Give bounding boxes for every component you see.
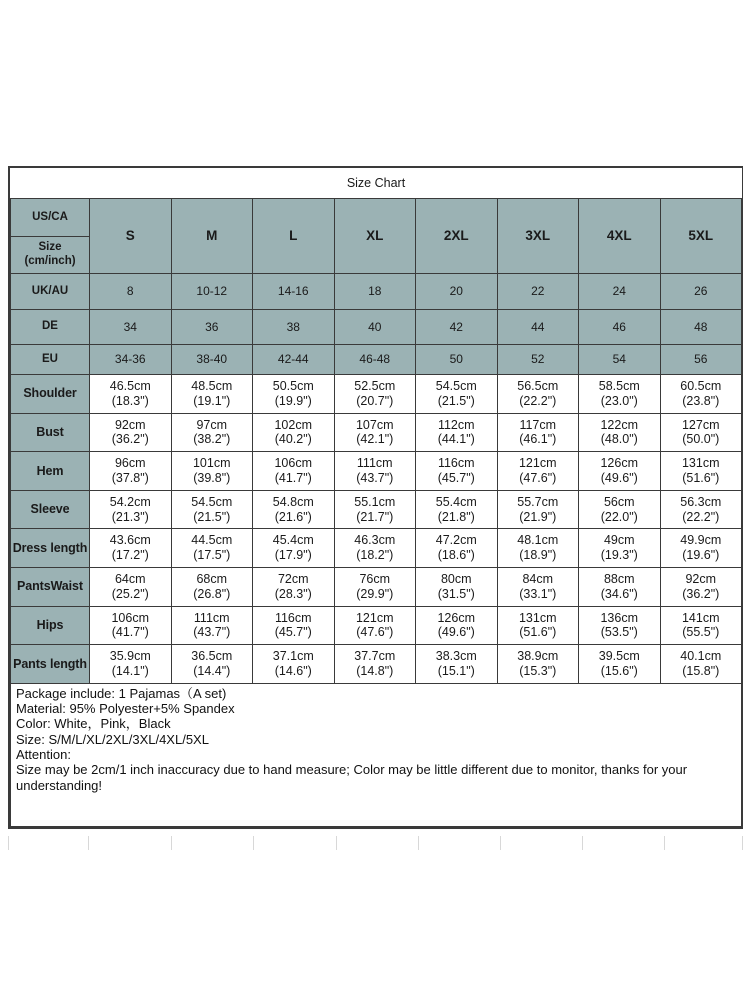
value-cm: 38.3cm — [435, 649, 477, 664]
measurement-cell — [497, 375, 579, 414]
table-cell: 56 — [660, 345, 742, 375]
value-cm: 40.1cm — [680, 649, 722, 664]
value-cm: 54.5cm — [191, 494, 233, 509]
measurement-cell — [253, 375, 335, 414]
measurement-cell — [253, 413, 335, 452]
measurement-cell — [171, 375, 253, 414]
size-chart-table-container — [8, 166, 743, 829]
value-cm: 116cm — [437, 456, 475, 471]
measurement-cell — [171, 606, 253, 645]
measurement-cell — [497, 645, 579, 684]
measurement-cell — [253, 567, 335, 606]
value-inch: (39.8") — [193, 470, 231, 485]
value-cm: 46.5cm — [109, 379, 151, 394]
value-inch: (45.7") — [437, 470, 475, 485]
value-inch: (51.6") — [519, 625, 557, 640]
table-cell: 46-48 — [334, 345, 416, 375]
table-cell: 52 — [497, 345, 579, 375]
measurement-cell — [660, 375, 742, 414]
value-inch: (19.1") — [193, 393, 231, 408]
value-cm: 126cm — [437, 610, 476, 625]
value-cm: 56.5cm — [517, 379, 559, 394]
measurement-cell — [171, 452, 253, 491]
value-inch: (25.2") — [111, 586, 149, 601]
measurement-label: Sleeve — [11, 490, 90, 529]
value-cm: 37.7cm — [354, 649, 396, 664]
measurement-cell — [90, 452, 172, 491]
measurement-row-bust — [11, 413, 742, 452]
value-cm: 45.4cm — [272, 533, 314, 548]
value-inch: (17.9") — [274, 548, 312, 563]
measurement-cell — [497, 567, 579, 606]
measurement-cell — [171, 645, 253, 684]
measurement-cell — [90, 490, 172, 529]
value-cm: 49cm — [603, 533, 635, 548]
note-attention-heading: Attention: — [16, 747, 71, 763]
value-cm: 48.5cm — [191, 379, 233, 394]
value-inch: (22.2") — [519, 393, 557, 408]
value-cm: 96cm — [114, 456, 146, 471]
value-cm: 56cm — [603, 494, 635, 509]
measurement-label: Hips — [11, 606, 90, 645]
value-cm: 122cm — [600, 417, 639, 432]
value-cm: 72cm — [277, 572, 309, 587]
table-cell: 22 — [497, 274, 579, 310]
measurement-label: Shoulder — [11, 375, 90, 414]
measurement-cell — [90, 567, 172, 606]
value-cm: 36.5cm — [191, 649, 233, 664]
measurement-label: Dress length — [11, 529, 90, 568]
measurement-cell — [416, 567, 498, 606]
value-inch: (15.6") — [600, 663, 638, 678]
value-cm: 35.9cm — [109, 649, 151, 664]
measurement-cell — [253, 529, 335, 568]
measurement-row-hem — [11, 452, 742, 491]
measurement-cell — [334, 413, 416, 452]
value-cm: 126cm — [600, 456, 639, 471]
measurement-cell — [253, 490, 335, 529]
measurement-cell — [171, 490, 253, 529]
value-cm: 111cm — [193, 610, 230, 625]
value-inch: (21.5") — [437, 393, 475, 408]
title-row — [11, 168, 742, 199]
note-disclaimer: Size may be 2cm/1 inch inaccuracy due to hand measure; Color may be little different due to monitor, thanks for your understanding! — [16, 762, 688, 793]
note-color: Color: White，Pink，Black — [16, 716, 171, 732]
row-header-us-ca: US/CA — [11, 199, 90, 237]
measurement-cell — [497, 490, 579, 529]
table-cell: 34 — [90, 310, 172, 345]
value-inch: (23.8") — [682, 393, 720, 408]
size-chart-table — [10, 168, 742, 827]
size-code-m: M — [171, 199, 253, 274]
value-cm: 68cm — [196, 572, 228, 587]
value-inch: (47.6") — [519, 470, 557, 485]
value-inch: (40.2") — [274, 432, 312, 447]
value-inch: (23.0") — [600, 393, 638, 408]
measurement-cell — [334, 452, 416, 491]
measurement-cell — [579, 529, 661, 568]
value-cm: 136cm — [600, 610, 639, 625]
table-cell: 50 — [416, 345, 498, 375]
value-cm: 127cm — [681, 417, 720, 432]
table-cell: 34-36 — [90, 345, 172, 375]
table-cell: 18 — [334, 274, 416, 310]
measurement-cell — [253, 452, 335, 491]
value-inch: (18.2") — [356, 548, 394, 563]
table-cell: 10-12 — [171, 274, 253, 310]
measurement-cell — [497, 452, 579, 491]
value-cm: 55.1cm — [354, 494, 396, 509]
value-inch: (21.8") — [437, 509, 475, 524]
table-cell: 48 — [660, 310, 742, 345]
value-inch: (18.6") — [437, 548, 475, 563]
value-inch: (21.6") — [274, 509, 312, 524]
measurement-cell — [416, 490, 498, 529]
table-cell: 24 — [579, 274, 661, 310]
spreadsheet-column-ticks — [0, 836, 750, 850]
value-inch: (22.0") — [600, 509, 638, 524]
measurement-label: Hem — [11, 452, 90, 491]
measurement-cell — [579, 490, 661, 529]
value-inch: (51.6") — [682, 470, 720, 485]
value-cm: 131cm — [518, 610, 557, 625]
value-cm: 121cm — [355, 610, 394, 625]
size-chart-body — [11, 168, 742, 826]
value-inch: (33.1") — [519, 586, 557, 601]
measurement-cell — [660, 606, 742, 645]
value-inch: (43.7") — [193, 625, 231, 640]
value-cm: 52.5cm — [354, 379, 396, 394]
value-cm: 43.6cm — [109, 533, 151, 548]
conversion-row-de — [11, 310, 742, 345]
value-cm: 50.5cm — [272, 379, 314, 394]
row-header-eu: EU — [11, 345, 90, 375]
measurement-cell — [171, 567, 253, 606]
header-row-us-ca — [11, 199, 742, 237]
measurement-cell — [171, 413, 253, 452]
measurement-cell — [660, 529, 742, 568]
value-inch: (34.6") — [600, 586, 638, 601]
row-header-size-unit — [11, 237, 90, 274]
value-cm: 55.7cm — [517, 494, 559, 509]
measurement-cell — [334, 490, 416, 529]
value-inch: (29.9") — [356, 586, 394, 601]
value-inch: (20.7") — [356, 393, 394, 408]
measurement-label: Pants length — [11, 645, 90, 684]
value-inch: (19.3") — [600, 548, 638, 563]
measurement-cell — [497, 413, 579, 452]
value-inch: (49.6") — [437, 625, 475, 640]
measurement-cell — [660, 645, 742, 684]
value-cm: 106cm — [274, 456, 313, 471]
measurement-cell — [497, 529, 579, 568]
measurement-cell — [253, 606, 335, 645]
measurement-cell — [416, 645, 498, 684]
value-cm: 84cm — [522, 572, 554, 587]
value-inch: (21.7") — [356, 509, 394, 524]
measurement-label: PantsWaist — [11, 567, 90, 606]
value-cm: 39.5cm — [598, 649, 640, 664]
value-cm: 117cm — [519, 417, 557, 432]
measurement-row-pants-length — [11, 645, 742, 684]
value-cm: 107cm — [355, 417, 394, 432]
table-cell: 46 — [579, 310, 661, 345]
measurement-cell — [416, 375, 498, 414]
value-inch: (31.5") — [437, 586, 475, 601]
table-cell: 38 — [253, 310, 335, 345]
measurement-cell — [579, 645, 661, 684]
size-code-2xl: 2XL — [416, 199, 498, 274]
measurement-cell — [90, 375, 172, 414]
measurement-cell — [660, 490, 742, 529]
value-cm: 64cm — [114, 572, 146, 587]
value-inch: (21.3") — [111, 509, 149, 524]
measurement-cell — [334, 567, 416, 606]
value-inch: (15.1") — [437, 663, 475, 678]
measurement-cell — [497, 606, 579, 645]
value-cm: 76cm — [359, 572, 391, 587]
measurement-cell — [416, 606, 498, 645]
value-cm: 92cm — [685, 572, 717, 587]
table-cell: 36 — [171, 310, 253, 345]
value-cm: 48.1cm — [517, 533, 559, 548]
measurement-cell — [334, 529, 416, 568]
value-inch: (42.1") — [356, 432, 394, 447]
size-code-l: L — [253, 199, 335, 274]
value-cm: 92cm — [114, 417, 146, 432]
value-inch: (18.3") — [111, 393, 149, 408]
value-cm: 54.2cm — [109, 494, 151, 509]
measurement-row-shoulder — [11, 375, 742, 414]
value-inch: (28.3") — [274, 586, 312, 601]
value-inch: (41.7") — [111, 625, 149, 640]
table-cell: 44 — [497, 310, 579, 345]
value-inch: (14.8") — [356, 663, 394, 678]
value-cm: 102cm — [274, 417, 313, 432]
value-inch: (19.6") — [682, 548, 720, 563]
measurement-cell — [579, 413, 661, 452]
value-inch: (15.3") — [519, 663, 557, 678]
measurement-cell — [253, 645, 335, 684]
page-title: Size Chart — [11, 168, 742, 199]
value-inch: (48.0") — [600, 432, 638, 447]
measurement-cell — [416, 413, 498, 452]
value-inch: (19.9") — [274, 393, 312, 408]
value-cm: 111cm — [356, 456, 393, 471]
value-cm: 54.5cm — [435, 379, 477, 394]
measurement-row-hips — [11, 606, 742, 645]
size-code-4xl: 4XL — [579, 199, 661, 274]
row-header-uk-au: UK/AU — [11, 274, 90, 310]
product-notes — [11, 683, 742, 826]
row-header-de: DE — [11, 310, 90, 345]
value-cm: 80cm — [440, 572, 472, 587]
size-code-s: S — [90, 199, 172, 274]
value-cm: 121cm — [518, 456, 557, 471]
value-inch: (17.2") — [111, 548, 149, 563]
measurement-cell — [334, 606, 416, 645]
table-cell: 42-44 — [253, 345, 335, 375]
size-unit-line2: (cm/inch) — [24, 255, 76, 267]
table-cell: 8 — [90, 274, 172, 310]
measurement-cell — [416, 529, 498, 568]
conversion-row-uk-au — [11, 274, 742, 310]
value-inch: (15.8") — [682, 663, 720, 678]
value-cm: 38.9cm — [517, 649, 559, 664]
value-cm: 88cm — [603, 572, 635, 587]
value-cm: 49.9cm — [680, 533, 722, 548]
measurement-cell — [660, 452, 742, 491]
size-code-5xl: 5XL — [660, 199, 742, 274]
value-cm: 141cm — [681, 610, 720, 625]
value-cm: 106cm — [111, 610, 150, 625]
value-cm: 37.1cm — [272, 649, 314, 664]
measurement-cell — [579, 567, 661, 606]
measurement-cell — [579, 375, 661, 414]
value-inch: (14.4") — [193, 663, 231, 678]
note-package: Package include: 1 Pajamas（A set) — [16, 685, 227, 701]
value-cm: 54.8cm — [272, 494, 314, 509]
table-cell: 38-40 — [171, 345, 253, 375]
conversion-row-eu — [11, 345, 742, 375]
value-cm: 131cm — [681, 456, 720, 471]
value-inch: (36.2") — [111, 432, 149, 447]
value-inch: (49.6") — [600, 470, 638, 485]
measurement-cell — [334, 645, 416, 684]
value-inch: (26.8") — [193, 586, 231, 601]
measurement-cell — [579, 606, 661, 645]
table-cell: 42 — [416, 310, 498, 345]
value-inch: (53.5") — [600, 625, 638, 640]
measurement-cell — [90, 529, 172, 568]
value-cm: 47.2cm — [435, 533, 477, 548]
value-inch: (46.1") — [519, 432, 557, 447]
notes-row — [11, 683, 742, 826]
value-inch: (17.5") — [193, 548, 231, 563]
measurement-cell — [171, 529, 253, 568]
note-size: Size: S/M/L/XL/2XL/3XL/4XL/5XL — [16, 731, 209, 747]
table-cell: 20 — [416, 274, 498, 310]
value-cm: 44.5cm — [191, 533, 233, 548]
measurement-row-dress-length — [11, 529, 742, 568]
value-cm: 46.3cm — [354, 533, 396, 548]
value-cm: 60.5cm — [680, 379, 722, 394]
table-cell: 26 — [660, 274, 742, 310]
value-inch: (43.7") — [356, 470, 394, 485]
value-inch: (50.0") — [682, 432, 720, 447]
value-inch: (22.2") — [682, 509, 720, 524]
value-cm: 116cm — [274, 610, 312, 625]
value-inch: (21.5") — [193, 509, 231, 524]
value-cm: 56.3cm — [680, 494, 722, 509]
measurement-cell — [90, 606, 172, 645]
value-cm: 55.4cm — [435, 494, 477, 509]
measurement-cell — [579, 452, 661, 491]
measurement-cell — [660, 413, 742, 452]
value-inch: (36.2") — [682, 586, 720, 601]
value-cm: 101cm — [192, 456, 231, 471]
value-inch: (55.5") — [682, 625, 720, 640]
measurement-cell — [416, 452, 498, 491]
value-inch: (37.8") — [111, 470, 149, 485]
value-inch: (44.1") — [437, 432, 475, 447]
measurement-label: Bust — [11, 413, 90, 452]
measurement-cell — [90, 645, 172, 684]
value-inch: (14.6") — [274, 663, 312, 678]
table-cell: 40 — [334, 310, 416, 345]
value-inch: (45.7") — [274, 625, 312, 640]
value-inch: (38.2") — [193, 432, 231, 447]
measurement-row-sleeve — [11, 490, 742, 529]
value-inch: (41.7") — [274, 470, 312, 485]
note-material: Material: 95% Polyester+5% Spandex — [16, 701, 235, 717]
value-inch: (21.9") — [519, 509, 557, 524]
value-inch: (18.9") — [519, 548, 557, 563]
size-code-xl: XL — [334, 199, 416, 274]
value-inch: (47.6") — [356, 625, 394, 640]
table-cell: 14-16 — [253, 274, 335, 310]
value-inch: (14.1") — [111, 663, 149, 678]
value-cm: 97cm — [196, 417, 228, 432]
measurement-cell — [660, 567, 742, 606]
table-cell: 54 — [579, 345, 661, 375]
measurement-row-pants-waist — [11, 567, 742, 606]
size-code-3xl: 3XL — [497, 199, 579, 274]
measurement-cell — [334, 375, 416, 414]
size-unit-line1: Size — [38, 241, 62, 254]
measurement-cell — [90, 413, 172, 452]
value-cm: 112cm — [437, 417, 475, 432]
value-cm: 58.5cm — [598, 379, 640, 394]
